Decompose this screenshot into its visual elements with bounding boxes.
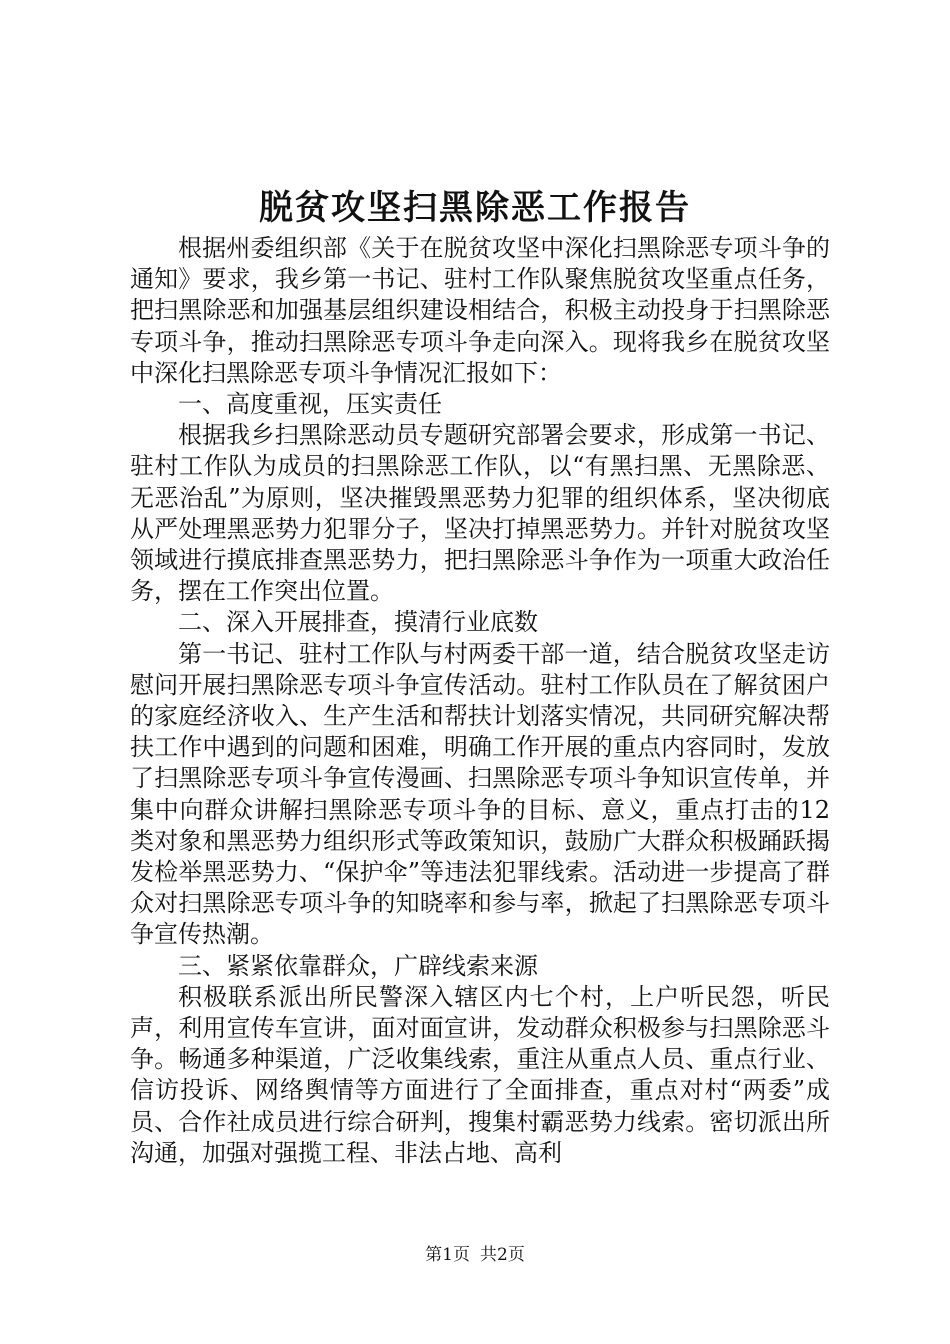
paragraph-section-2: 第一书记、驻村工作队与村两委干部一道，结合脱贫攻坚走访慰问开展扫黑除恶专项斗争宣传活动。驻村工作队员在了解贫困户的家庭经济收入、生产生活和帮扶计划落实情况，共同研究解决帮扶工作中遇到的问题和困难，明确工作开展的重点内容同时，发放了扫黑除恶专项斗争宣传漫画、扫黑除恶专项斗争知识宣传单，并集中向群众讲解扫黑除恶专项斗争的目标、意义，重点打击的12类对象和黑恶势力组织形式等政策知识，鼓励广大群众积极踊跃揭发检举黑恶势力、“保护伞”等违法犯罪线索。活动进一步提高了群众对扫黑除恶专项斗争的知晓率和参与率，掀起了扫黑除恶专项斗争宣传热潮。: [130, 639, 830, 949]
section-heading-1: 一、高度重视，压实责任: [178, 390, 442, 419]
section-heading-2: 二、深入开展排查，摸清行业底数: [178, 608, 538, 637]
page-total: 共2页: [480, 1245, 525, 1265]
page-footer: [0, 1244, 950, 1266]
paragraph-section-1: 根据我乡扫黑除恶动员专题研究部署会要求，形成第一书记、驻村工作队为成员的扫黑除恶工作队，以“有黑扫黑、无黑除恶、无恶治乱”为原则，坚决摧毁黑恶势力犯罪的组织体系，坚决彻底从严处理黑恶势力犯罪分子，坚决打掉黑恶势力。并针对脱贫攻坚领域进行摸底排查黑恶势力，把扫黑除恶斗争作为一项重大政治任务，摆在工作突出位置。: [130, 421, 830, 606]
section-heading-3: 三、紧紧依靠群众，广辟线索来源: [178, 951, 538, 980]
document-title: 脱贫攻坚扫黑除恶工作报告: [259, 188, 691, 228]
page-number: 第1页: [425, 1245, 470, 1265]
document-body: [130, 233, 830, 1169]
paragraph-intro: 根据州委组织部《关于在脱贫攻坚中深化扫黑除恶专项斗争的通知》要求，我乡第一书记、驻村工作队聚焦脱贫攻坚重点任务，把扫黑除恶和加强基层组织建设相结合，积极主动投身于扫黑除恶专项斗争，推动扫黑除恶专项斗争走向深入。现将我乡在脱贫攻坚中深化扫黑除恶专项斗争情况汇报如下：: [130, 234, 830, 387]
paragraph-section-3: 积极联系派出所民警深入辖区内七个村，上户听民怨，听民声，利用宣传车宣讲，面对面宣讲，发动群众积极参与扫黑除恶斗争。畅通多种渠道，广泛收集线索，重注从重点人员、重点行业、信访投诉、网络舆情等方面进行了全面排查，重点对村“两委”成员、合作社成员进行综合研判，搜集村霸恶势力线索。密切派出所沟通，加强对强揽工程、非法占地、高利: [130, 982, 830, 1167]
